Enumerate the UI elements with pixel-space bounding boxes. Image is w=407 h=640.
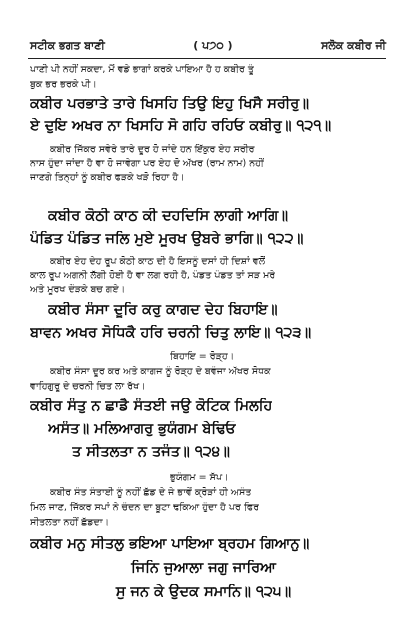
meaning-line: ਕਾਲ ਰੂਪ ਅਗਨੀ ਲੱਗੀ ਹੋਈ ਹੈ ਵਾ ਲਗ ਰਹੀ ਹੈ, ਪੰਡਤ ਪੰਡਤ ਤਾਂ ਸੜ ਮਰੇ — [30, 270, 276, 281]
meaning-line: ਜਾਣਗੇ ਤਿਨ੍ਹਾਂ ਨੂੰ ਕਬੀਰ ਫੜਕੇ ਖੜੋ ਰਿਹਾ ਹੈ। — [30, 172, 185, 183]
verse-line: ਕਬੀਰ ਕੋਠੀ ਕਾਠ ਕੀ ਦਹਦਿਸਿ ਲਾਗੀ ਆਗਿ॥ — [48, 208, 288, 224]
meaning-line: ਕਬੀਰ ਜਿੱਕਰ ਸਵੇਰੇ ਤਾਰੇ ਦੂਰ ਹੋ ਜਾਂਦੇ ਹਨ ਇੱਕੁਰ ਏਹ ਸਰੀਰ — [50, 144, 255, 155]
header-section-title: ਸਲੋਕ ਕਬੀਰ ਜੀ — [321, 39, 386, 52]
gloss-line: ਬਿਹਾਇ = ਰੋੜ੍ਹ। — [170, 351, 235, 362]
verse-line: ਸੁ ਜਨ ਕੇ ਉਦਕ ਸਮਾਨਿ॥ ੧੨੫॥ — [115, 584, 292, 600]
meaning-line: ਅਤੇ ਮੂਰਖ ਦੌੜਕੇ ਬਚ ਗਏ। — [30, 284, 126, 295]
header-rule — [28, 58, 386, 59]
verse-line: ਕਬੀਰ ਮਨੁ ਸੀਤਲੁ ਭਇਆ ਪਾਇਆ ਬ੍ਰਹਮ ਗਿਆਨੁ॥ — [30, 536, 310, 552]
meaning-line: ਪਾਣੀ ਪੀ ਨਹੀਂ ਸਕਦਾ, ਮੈਂ ਵਡੇ ਭਾਗਾਂ ਕਰਕੇ ਪਾਇਆ ਹੈ ਹ ਕਬੀਰ ਤੂੰ — [30, 64, 254, 75]
verse-line: ਅਸੰਤ॥ ਮਲਿਆਗਰੁ ਭੁਯੰਗਮ ਬੇਢਿਓ — [48, 421, 236, 437]
verse-line: ਬਾਵਨ ਅਖਰ ਸੋਧਿਕੈ ਹਰਿ ਚਰਨੀ ਚਿਤੁ ਲਾਇ॥ ੧੨੩॥ — [30, 325, 312, 341]
meaning-line: ਬੁਕ ਭਰ ਭਰਕੇ ਪੀ। — [30, 79, 97, 90]
verse-line: ਕਬੀਰ ਸੰਸਾ ਦੂਰਿ ਕਰੁ ਕਾਗਦ ਦੇਹ ਬਿਹਾਇ॥ — [48, 302, 278, 318]
verse-line: ਤ ਸੀਤਲਤਾ ਨ ਤਜੰਤ॥ ੧੨੪॥ — [72, 444, 230, 460]
verse-line: ਏ ਦੁਇ ਅਖਰ ਨਾ ਖਿਸਹਿ ਸੋ ਗਹਿ ਰਹਿਓ ਕਬੀਰੁ॥ ੧੨੧॥ — [30, 118, 332, 134]
meaning-line: ਕਬੀਰ ਸੰਤ ਸੰਤਾਈ ਨੂੰ ਨਹੀਂ ਛੱਡ ਦੇ ਜੇ ਭਾਵੇਂ ਕ੍ਰੋੜਾਂ ਹੀ ਅਸੰਤ — [50, 487, 252, 498]
meaning-line: ਕਬੀਰ ਸੰਸਾ ਦੂਰ ਕਰ ਅਤੇ ਕਾਗਜ ਨੂੰ ਰੋੜ੍ਹ ਦੇ ਬਵੰਜਾ ਅੱਖਰ ਸੋਧਕ — [50, 366, 271, 377]
verse-line: ਪੰਡਿਤ ਪੰਡਿਤ ਜਲਿ ਮੁਏ ਮੂਰਖ ਉਬਰੇ ਭਾਗਿ॥ ੧੨੨॥ — [30, 231, 304, 247]
verse-line: ਜਿਨਿ ਜੁਆਲਾ ਜਗੁ ਜਾਰਿਆ — [131, 560, 276, 576]
header-book-title: ਸਟੀਕ ਭਗਤ ਬਾਣੀ — [30, 39, 105, 52]
gloss-line: ਭੁਯੰਗਮ = ਸੱਪ। — [170, 472, 229, 483]
verse-line: ਕਬੀਰ ਪਰਭਾਤੇ ਤਾਰੇ ਖਿਸਹਿ ਤਿਉ ਇਹੁ ਖਿਸੈ ਸਰੀਰੁ॥ — [30, 96, 310, 112]
meaning-line: ਮਿਲ ਜਾਣ, ਜਿੱਕਰ ਸਪਾਂ ਨੇ ਚੰਦਨ ਦਾ ਬੂਟਾ ਢਕਿਆ ਹੁੰਦਾ ਹੈ ਪਰ ਫਿਰ — [30, 502, 260, 513]
meaning-line: ਕਬੀਰ ਏਹ ਦੇਹ ਰੂਪ ਕੋਠੀ ਕਾਠ ਦੀ ਹੈ ਇਸਨੂੰ ਦਸਾਂ ਹੀ ਦਿਸ਼ਾਂ ਵਲੋਂ — [50, 256, 266, 267]
meaning-line: ਵਾਹਿਗੁਰੂ ਦੇ ਚਰਨੀ ਚਿਤ ਲਾ ਰੱਖ। — [30, 381, 146, 392]
header-page-number: ( ਪ੭੦ ) — [193, 39, 233, 52]
page-header — [30, 38, 386, 54]
meaning-line: ਸੀਤਲਤਾ ਨਹੀਂ ਛੱਡਦਾ। — [30, 517, 109, 528]
meaning-line: ਨਾਸ ਹੁੰਦਾ ਜਾਂਦਾ ਹੈ ਵਾ ਹੋ ਜਾਵੇਗਾ ਪਰ ਏਹ ਦੋ ਅੱਖਰ (ਰਾਮ ਨਾਮ) ਨਹੀਂ — [30, 158, 264, 169]
verse-line: ਕਬੀਰ ਸੰਤੁ ਨ ਛਾਡੈ ਸੰਤਈ ਜਉ ਕੋਟਿਕ ਮਿਲਹਿ — [30, 398, 273, 414]
